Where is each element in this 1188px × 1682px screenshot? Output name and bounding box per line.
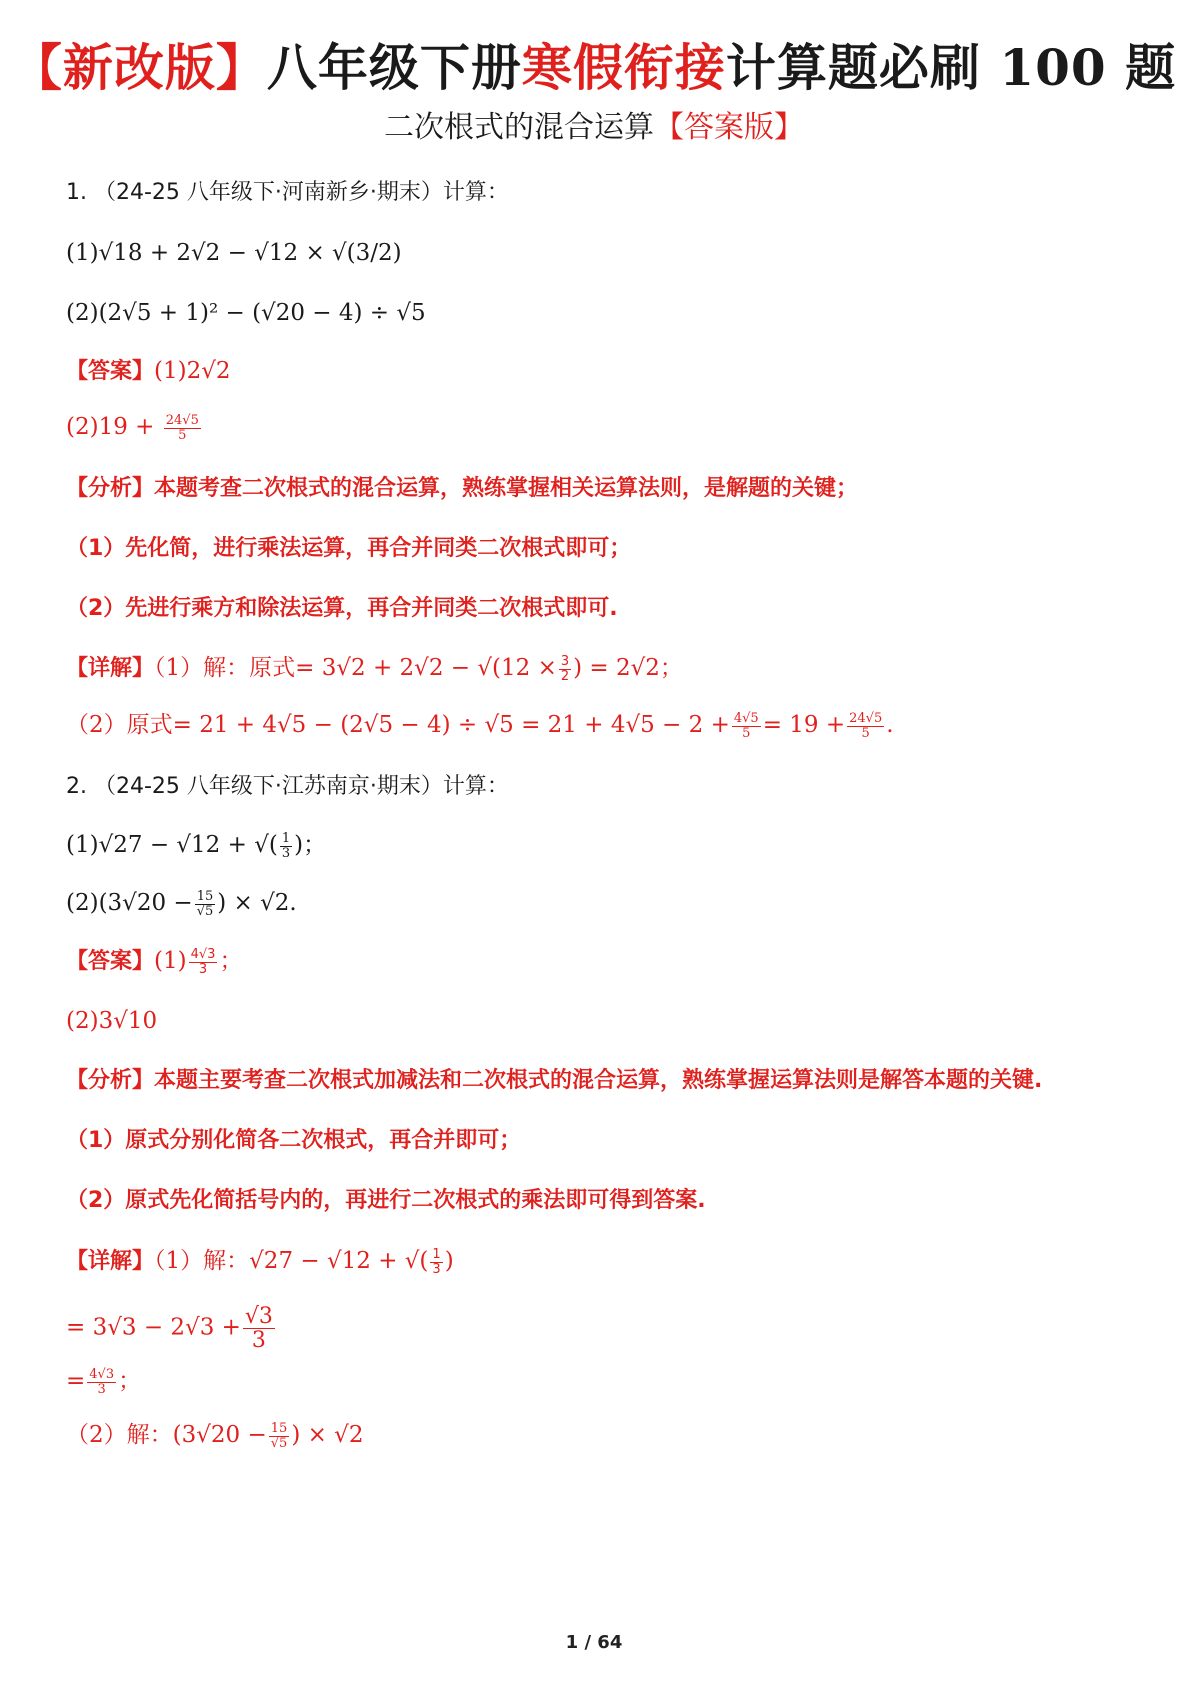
q2-analysis-2: （2）原式先化简括号内的，再进行二次根式的乘法即可得到答案.: [66, 1188, 706, 1213]
q2-detail-1a: （1）解：√27 − √12 + √(: [154, 1248, 429, 1275]
subtitle-black: 二次根式的混合运算: [384, 110, 654, 145]
q1-analysis-label: 【分析】: [66, 476, 155, 501]
title-black-part1: 八年级下册: [266, 38, 522, 97]
q1-detail-2-num1: 4√5: [733, 711, 759, 726]
q2-header: 2. （24-25 八年级下·江苏南京·期末）计算：: [66, 774, 509, 799]
title-black-part2: 计算题必刷 100 题: [725, 38, 1177, 97]
q1-detail-2b: = 19 +: [762, 712, 846, 739]
q1-detail-2-fraction1: [732, 712, 761, 740]
q1-answer2-text: (2)19 +: [66, 414, 162, 441]
q2-step3-fraction: [87, 1368, 116, 1396]
q2-part2-fraction: [195, 890, 216, 918]
q1-answer2-fraction: [164, 414, 201, 442]
q2-answer1-den: 3: [198, 961, 208, 977]
title-bracket-right: 】: [215, 38, 267, 97]
q1-part1-expr: (1)√18 + 2√2 − √12 × √(3/2): [66, 240, 402, 266]
q1-answer: [66, 358, 231, 386]
q2-step3-a: =: [66, 1368, 86, 1395]
q2-answer1-num: 4√3: [190, 947, 216, 962]
q1-detail-1-fraction: [559, 655, 571, 683]
q2-step2-a: = 3√3 − 2√3 +: [66, 1314, 241, 1341]
subtitle-red: 【答案版】: [654, 110, 804, 145]
q2-part1-num: 1: [281, 831, 291, 846]
q1-analysis-2: （2）先进行乘方和除法运算，再合并同类二次根式即可.: [66, 596, 618, 621]
q2-detail-2-den: √5: [270, 1435, 288, 1451]
q2-answer2: (2)3√10: [66, 1008, 158, 1034]
q1-detail-2c: .: [886, 712, 894, 739]
q2-step3-b: ；: [118, 1368, 142, 1395]
q2-detail-2-num: 15: [269, 1422, 290, 1437]
q2-detail-1: [66, 1248, 454, 1276]
page-number: 1 / 64: [565, 1632, 623, 1653]
q2-detail-label: 【详解】: [66, 1249, 155, 1275]
q2-step2-num: √3: [244, 1304, 273, 1329]
page-subtitle: [0, 102, 1188, 146]
q2-answer1b: ；: [219, 948, 243, 975]
q2-analysis-1: （1）原式分别化简各二次根式，再合并即可；: [66, 1128, 522, 1153]
q1-detail-label: 【详解】: [66, 656, 155, 682]
q2-step2: [66, 1305, 277, 1352]
q2-answer1-fraction: [189, 948, 218, 976]
q1-analysis-1: （1）先化简，进行乘法运算，再合并同类二次根式即可；: [66, 536, 632, 561]
q2-detail-1-num: 1: [432, 1247, 441, 1262]
q1-detail-1a: （1）解：原式= 3√2 + 2√2 − √(12 ×: [154, 655, 557, 682]
q1-analysis: [66, 476, 858, 502]
q1-answer2: [66, 414, 203, 442]
page-title: [0, 28, 1188, 100]
q1-detail-2-den1: 5: [742, 725, 751, 741]
q2-part2-a: (2)(3√20 −: [66, 890, 193, 917]
q1-detail-2-fraction2: [847, 712, 884, 740]
q1-answer2-num: 24√5: [165, 413, 199, 428]
q1-detail-2a: （2）原式= 21 + 4√5 − (2√5 − 4) ÷ √5 = 21 + 4√5 − 2 +: [66, 712, 730, 739]
q2-part2-den: √5: [196, 903, 214, 919]
q2-step3: [66, 1368, 141, 1396]
q2-step2-fraction: [243, 1305, 275, 1352]
q2-part2-b: ) × √2.: [217, 890, 297, 917]
q2-analysis-text: 本题主要考查二次根式加减法和二次根式的混合运算，熟练掌握运算法则是解答本题的关键.: [154, 1068, 1043, 1093]
q1-detail-2: [66, 712, 894, 740]
q2-step3-num: 4√3: [89, 1367, 115, 1382]
q2-detail-2-fraction: [269, 1422, 290, 1450]
q1-detail-1b: ) = 2√2；: [573, 655, 683, 682]
q2-detail-2b: ) × √2: [291, 1422, 364, 1449]
q1-analysis-text: 本题考查二次根式的混合运算，熟练掌握相关运算法则，是解题的关键；: [154, 476, 859, 501]
q2-analysis-label: 【分析】: [66, 1068, 155, 1093]
q2-answer: [66, 948, 242, 976]
q2-part1-fraction: [280, 832, 292, 860]
q2-part1: [66, 832, 326, 860]
q1-detail-1-num: 3: [560, 654, 570, 669]
q1-answer1: (1)2√2: [154, 358, 231, 384]
q2-part1-den: 3: [281, 845, 291, 861]
title-bracket-left: 【: [11, 38, 63, 97]
q1-header: 1. （24-25 八年级下·河南新乡·期末）计算：: [66, 180, 509, 205]
q2-detail-1b: ): [444, 1248, 454, 1275]
q1-detail-2-num2: 24√5: [849, 711, 883, 726]
q2-detail-2a: （2）解：(3√20 −: [66, 1422, 267, 1449]
q2-part1-a: (1)√27 − √12 + √(: [66, 832, 278, 859]
q2-part2-num: 15: [195, 890, 216, 905]
q2-part1-end: )；: [294, 832, 327, 859]
title-red-part1: 新改版: [62, 38, 216, 97]
title-red-part2: 寒假衔接: [521, 38, 726, 97]
q2-answer1a: (1): [154, 948, 187, 975]
q1-answer2-den: 5: [178, 427, 187, 443]
q2-analysis: [66, 1068, 1042, 1094]
q2-detail-1-fraction: [430, 1248, 442, 1276]
q1-detail-1: [66, 655, 683, 683]
q1-detail-1-den: 2: [560, 668, 570, 684]
q1-detail-2-den2: 5: [861, 725, 870, 741]
q2-part2: [66, 890, 297, 918]
q2-step3-den: 3: [97, 1381, 106, 1397]
q2-step2-den: 3: [251, 1328, 266, 1354]
q1-answer-label: 【答案】: [66, 359, 155, 384]
q2-detail-1-den: 3: [432, 1261, 441, 1277]
q1-part1: [66, 240, 402, 268]
q2-detail-2: [66, 1422, 363, 1450]
q1-part2: (2)(2√5 + 1)² − (√20 − 4) ÷ √5: [66, 300, 426, 326]
q2-answer-label: 【答案】: [66, 949, 155, 975]
